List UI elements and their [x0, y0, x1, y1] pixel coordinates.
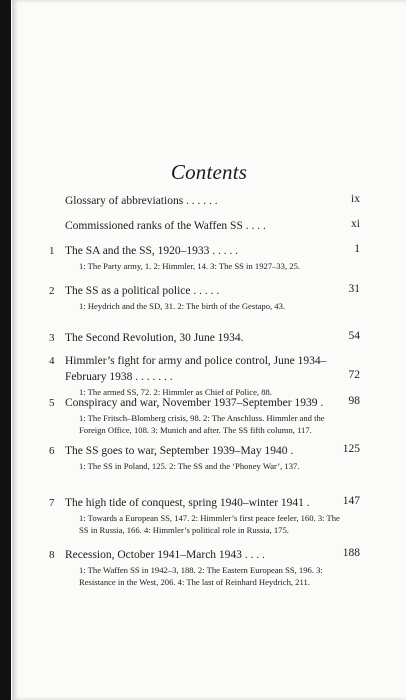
chapter-title [65, 353, 364, 385]
page-number: 188 [342, 547, 360, 559]
chapter-title-line: Himmler’s fight for army and police control, June 1934– [65, 355, 327, 367]
chapter-title-line: Commissioned ranks of the Waffen SS . . . . [65, 220, 266, 232]
chapter-number: 2 [49, 285, 55, 297]
section-list: 1: Heydrich and the SD, 31. 2: The birth of the Gestapo, 43. [79, 301, 286, 311]
section-list: 1: Towards a European SS, 147. 2: Himmler’s first peace feeler, 160. 3: The SS in Russia, 166. 4: Himmler’s political role in Russia, 175. [79, 513, 340, 535]
chapter-title-line: The SA and the SS, 1920–1933 . . . . . [65, 245, 239, 257]
section-list: 1: The Waffen SS in 1942–3, 188. 2: The Eastern European SS, 196. 3: Resistance in the West, 206. 4: The last of Reinhard Heydrich, 211. [79, 565, 323, 587]
chapter-number: 8 [49, 549, 55, 561]
chapter-title [65, 283, 364, 299]
chapter-title [65, 495, 364, 511]
page-number: xi [351, 218, 360, 230]
chapter-title-line: Glossary of abbreviations . . . . . . [65, 195, 218, 207]
section-list: 1: The Party army, 1. 2: Himmler, 14. 3: The SS in 1927–33, 25. [79, 261, 301, 271]
chapter-number: 7 [49, 497, 55, 509]
chapter-number: 5 [49, 397, 55, 409]
chapter-title [65, 193, 364, 209]
chapter-title-line: The SS as a political police . . . . . [65, 285, 220, 297]
chapter-number: 3 [49, 332, 55, 344]
page-number: 31 [348, 283, 360, 295]
section-list: 1: The armed SS, 72. 2: Himmler as Chief of Police, 88. [79, 387, 272, 397]
page-number: 98 [348, 395, 360, 407]
chapter-title [65, 330, 364, 346]
chapter-number: 1 [49, 245, 55, 257]
chapter-title-line: Recession, October 1941–March 1943 . . . . [65, 549, 265, 561]
chapter-title-line: The high tide of conquest, spring 1940–winter 1941 . [65, 497, 310, 509]
chapter-title-line: Conspiracy and war, November 1937–September 1939 . [65, 397, 324, 409]
chapter-title [65, 443, 364, 459]
page-number: 54 [348, 330, 360, 342]
chapter-title [65, 243, 364, 259]
book-spine-edge [0, 0, 11, 700]
chapter-title-line: The Second Revolution, 30 June 1934. [65, 332, 244, 344]
chapter-title-line: February 1938 . . . . . . . [65, 371, 173, 383]
chapter-number: 6 [49, 445, 55, 457]
section-list: 1: The Fritsch–Blomberg crisis, 98. 2: The Anschluss. Himmler and the Foreign Office, 108. 3: Munich and after. The SS fifth column, 117. [79, 413, 325, 435]
chapter-title [65, 395, 364, 411]
chapter-number: 4 [49, 355, 55, 367]
section-list: 1: The SS in Poland, 125. 2: The SS and the ‘Phoney War’, 137. [79, 461, 300, 471]
page-number: 1 [354, 243, 360, 255]
page-title: Contents [170, 160, 248, 184]
book-page [12, 0, 406, 700]
chapter-title [65, 547, 364, 563]
page-number: 72 [348, 369, 360, 381]
chapter-title-line: The SS goes to war, September 1939–May 1940 . [65, 445, 294, 457]
page-number: 125 [342, 443, 360, 455]
page-number: 147 [342, 495, 360, 507]
page-number: ix [351, 193, 360, 205]
chapter-title [65, 218, 364, 234]
